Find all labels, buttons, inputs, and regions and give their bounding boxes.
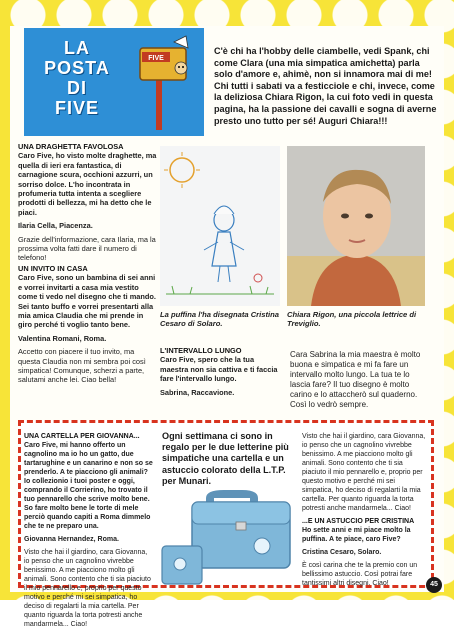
photo-caption: Chiara Rigon, una piccola lettrice di Treviglio.	[287, 310, 417, 329]
letter-signature: Cristina Cesaro, Solaro.	[302, 549, 382, 556]
schoolbag-icon	[158, 488, 308, 586]
logo-title	[30, 38, 124, 118]
drawing-caption: La puffina l'ha disegnata Cristina Cesaro di Solaro.	[160, 310, 279, 329]
letter-signature: Giovanna Hernandez, Roma.	[24, 536, 119, 543]
logo-line: FIVE	[54, 98, 99, 118]
page-number: 45	[426, 577, 442, 593]
letter-reply: Visto che hai il giardino, cara Giovanna, io penso che un cagnolino vivrebbe benissimo. A me piacciono molto gli animali. Sono contento che ti sia piaciuto il mio pennarello e, proprio per questo motivo e perché mi sei simpatica, ho deciso di regalarti la mia cartella. Per quanto riguarda la torta potresti anche mandarmela... Ciao!	[302, 433, 426, 512]
letter-heading: ...E UN ASTUCCIO PER CRISTINA	[302, 518, 415, 525]
letter-heading: UNA CARTELLA PER GIOVANNA...	[24, 433, 140, 440]
letter-invito	[18, 264, 158, 389]
letter-reply: Grazie dell'informazione, cara Ilaria, ma la prossima volta fatti dare il numero di telefono!	[18, 234, 156, 263]
child-photo	[287, 146, 425, 306]
letter-cartella	[24, 432, 154, 633]
letter-reply: È così carina che te la premio con un bellissimo astuccio. Così potrai fare tantissimi altri disegni. Ciao!	[302, 562, 418, 587]
letter-intervallo	[160, 346, 284, 401]
letter-heading: UNA DRAGHETTA FAVOLOSA	[18, 142, 124, 151]
letter-signature: Valentina Romani, Roma.	[18, 333, 107, 343]
letter-body: Ho sette anni e mi piace molto la puffina. A te piace, caro Five?	[302, 527, 411, 543]
letter-signature: Ilaria Cella, Piacenza.	[18, 221, 93, 231]
intro-text: C'è chi ha l'hobby delle ciambelle, vedi Spank, chi come Clara (una mia simpatica amichetta) parla solo d'amore e, ahimè, non si innamora mai di me! Chi tutti i sabati va a festicciole e chi, invece, come la deliziosa Chiara Rigon, la cui foto vedi in questa pagina, ha la passione dei cavalli e sogna di averne presto uno tutto per sé! Auguri Chiara!!!	[214, 46, 437, 126]
reply-cartella-and-astuccio	[302, 432, 428, 592]
letter-reply: Accetto con piacere il tuo invito, ma questa Claudia non mi sembra poi così simpatica! Comunque, scherzi a parte, salutami anche lei. Ciao bella!	[18, 347, 146, 385]
stamp-label: FIVE	[148, 55, 164, 62]
letter-body: Caro Five, sono un bambina di sei anni e vorrei invitarti a casa mia vestito come ti vedo nel disegno che ti mando. Sei tanto buffo e vorrei presentarti alla mia amica Claudia che mi prende in giro perché ti voglio tanto bene.	[18, 273, 156, 330]
logo-line: POSTA	[44, 58, 110, 78]
letter-heading: UN INVITO IN CASA	[18, 264, 88, 273]
child-drawing	[160, 146, 280, 306]
letter-body: Caro Five, mi hanno offerto un cagnolino ma io ho un gatto, due tartarughine e un canarino e non so se prenderlo. A te piacciono gli animali? Io collezionio i tuoi poster e oggi, comprando il Corrierino, ho trovato il tuo pennarello che scrive molto bene. So fare molto bene le torte di mele perciò quando capiti a Roma dimmelo che te ne preparo una.	[24, 442, 153, 530]
logo-line: LA	[64, 38, 90, 58]
letter-signature: Sabrina, Raccavione.	[160, 387, 235, 397]
letter-body: Caro Five, ho visto molte draghette, ma quella di ieri era fantastica, di carnagione scura, occhioni azzurri, un sorriso dolce. L'ho incontrata in profumeria tutta intenta a scegliere prodotti di bellezza, mi ha detto che le piaci.	[18, 151, 157, 217]
mailbox-stamp-icon	[134, 34, 194, 130]
logo-line: DI	[67, 78, 87, 98]
logo-block	[24, 28, 204, 136]
promo-text: Ogni settimana ci sono in regalo per le due letterine più simpatiche una cartella e un astuccio colorato della L.T.P. per Munari.	[162, 431, 289, 486]
letter-reply: Visto che hai il giardino, cara Giovanna, io penso che un cagnolino vivrebbe benissimo. A me piacciono molto gli animali. Sono contento che ti sia piaciuto il mio pennarello e, proprio per questo motivo e perché mi sei simpatica, ho deciso di regalarti la mia cartella. Per quanto riguarda la torta potresti anche mandarmela... Ciao!	[24, 549, 151, 628]
letter-heading: L'INTERVALLO LUNGO	[160, 346, 242, 355]
letter-body: Caro Five, spero che la tua maestra non sia cattiva e ti faccia fare l'intervallo lungo.	[160, 355, 278, 384]
letter-draghetta	[18, 142, 158, 267]
reply-intervallo: Cara Sabrina la mia maestra è molto buona e simpatica e mi fa fare un intervallo molto lungo. La tua te lo lascia fare? Il tuo disegno è molto carino e lo attaccherò sul quaderno. Così lo vedrò sempre.	[290, 350, 421, 409]
